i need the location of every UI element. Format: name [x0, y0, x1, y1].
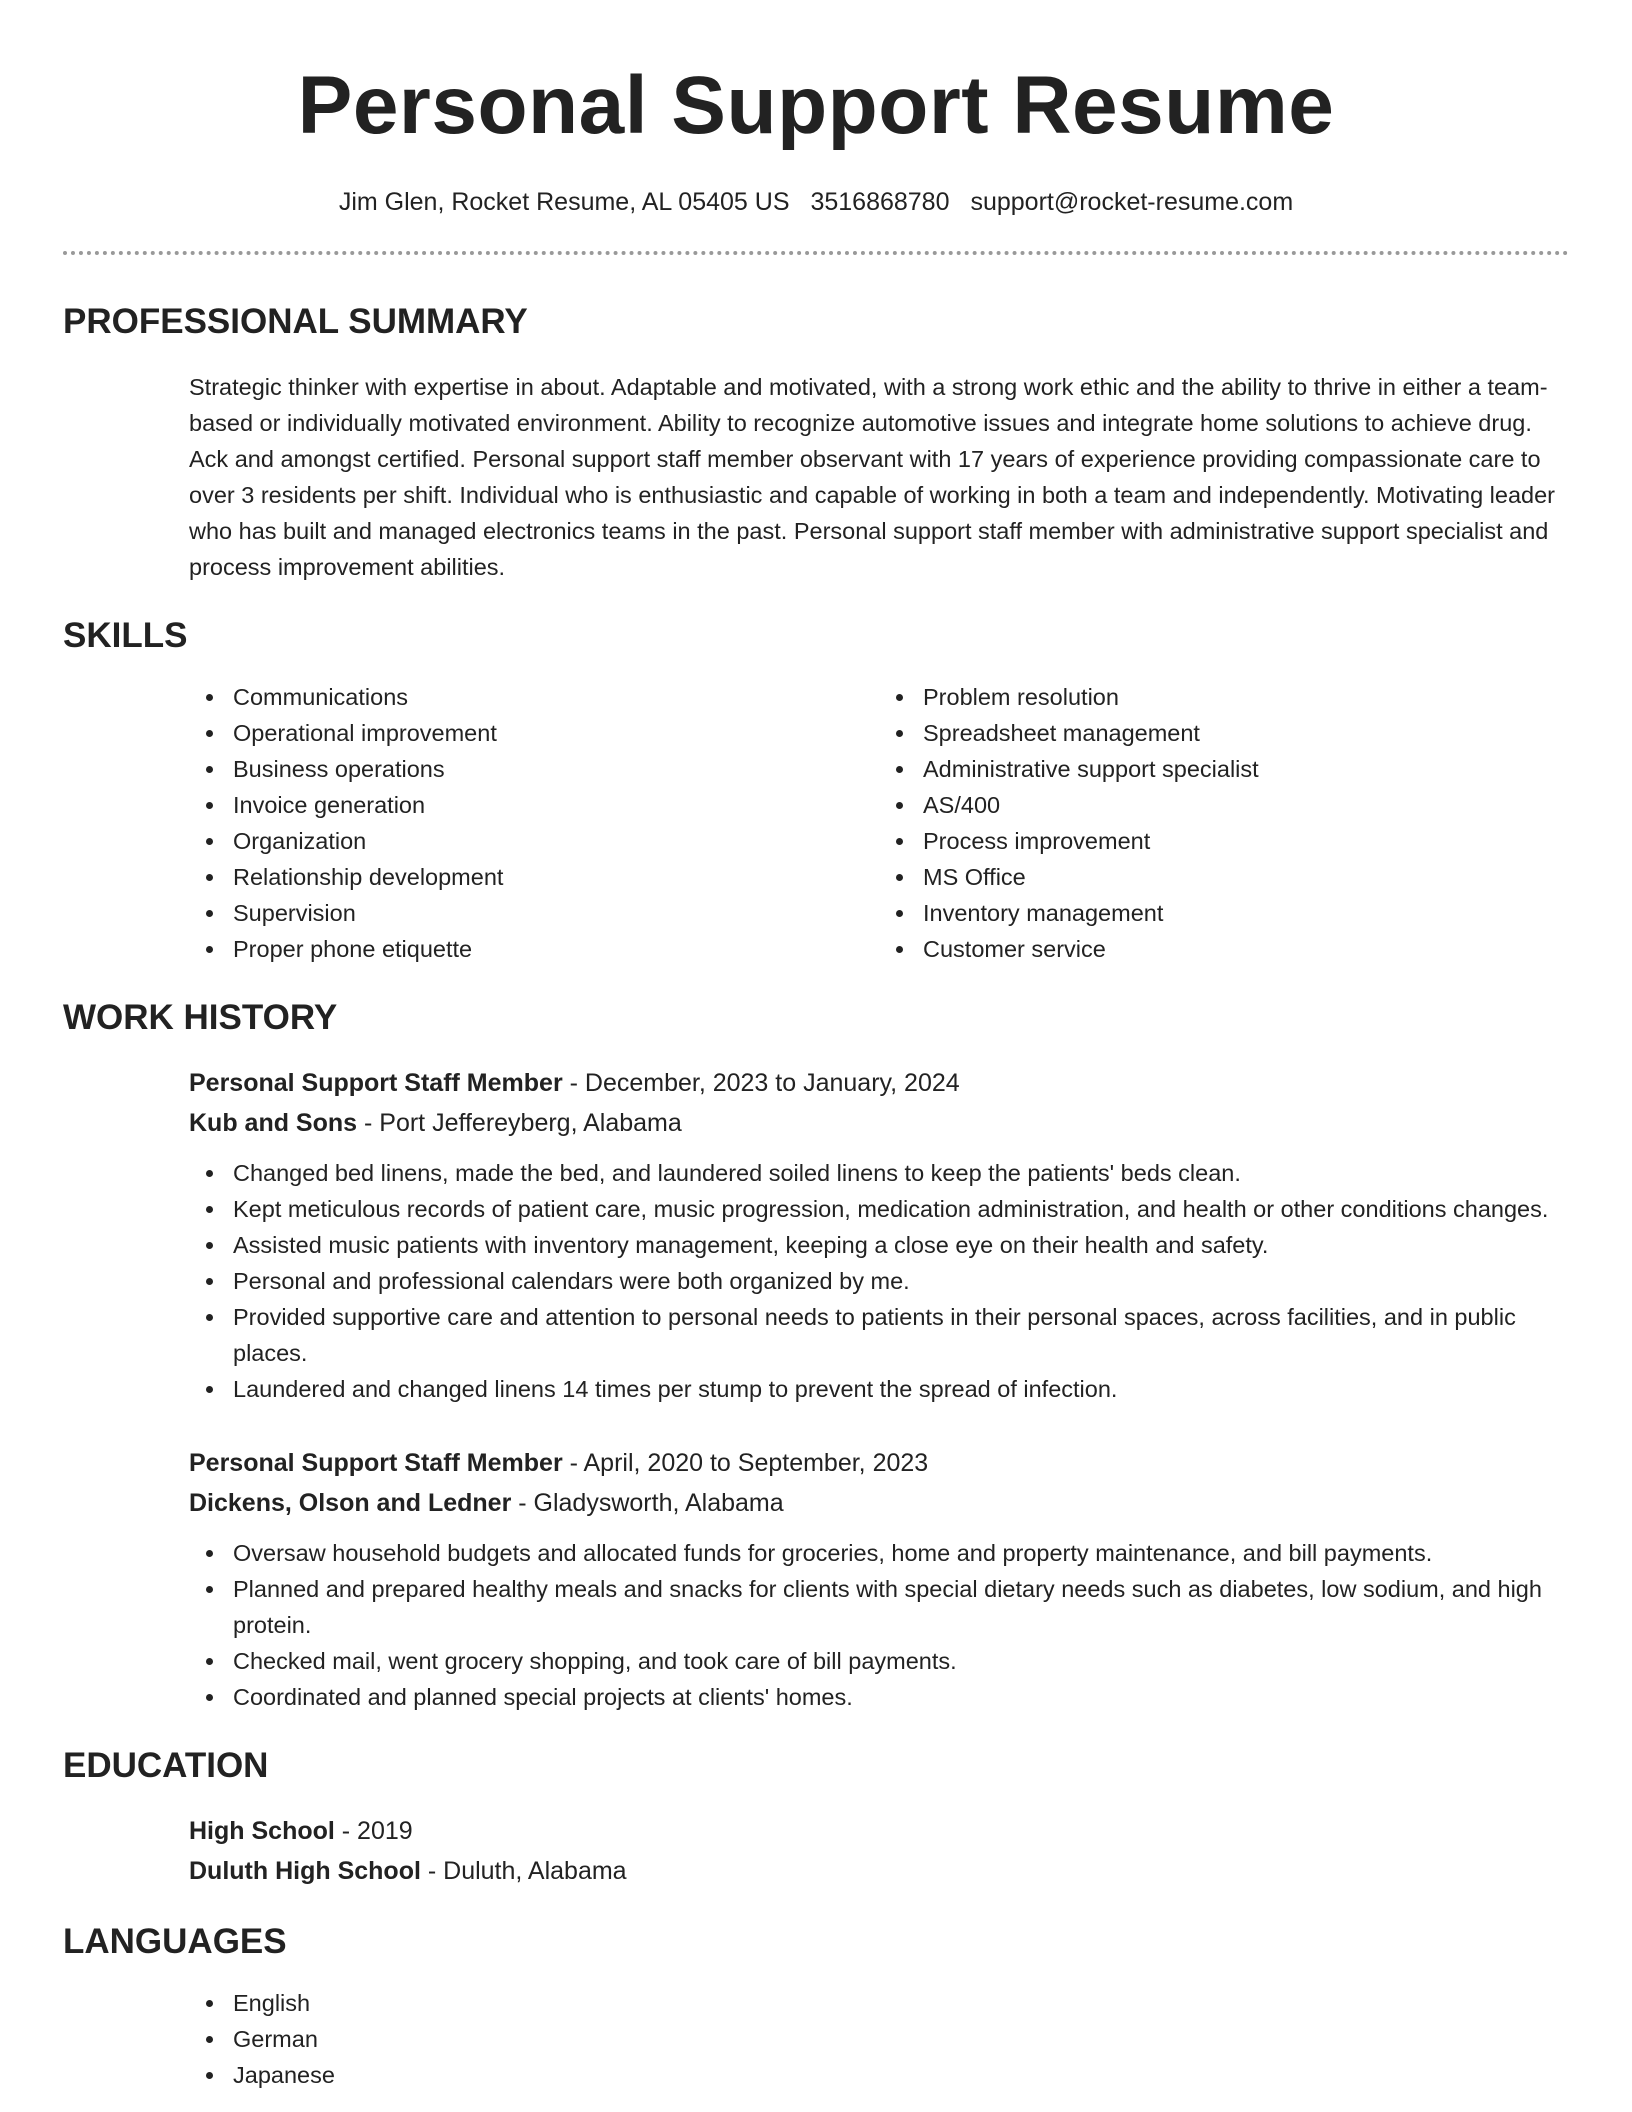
- skills-list: [189, 679, 1569, 967]
- education-year: - 2019: [334, 1817, 413, 1845]
- skill-item: Customer service: [923, 931, 1569, 967]
- language-item: English: [233, 1985, 1569, 2021]
- languages-list: [189, 1985, 1569, 2093]
- skill-item: Process improvement: [923, 823, 1569, 859]
- summary-text: Strategic thinker with expertise in about. Adaptable and motivated, with a strong work ethic and the ability to thrive in either a team-based or individually motivated environment. Ability to recognize automotive issues and integrate home solutions to achieve drug. Ack and amongst certified. Personal support staff member observant with 17 years of experience providing compassionate care to over 3 residents per shift. Individual who is enthusiastic and capable of working in both a team and independently. Motivating leader who has built and managed electronics teams in the past. Personal support staff member with administrative support specialist and process improvement abilities.: [189, 374, 1555, 580]
- languages-bullets: [189, 1985, 1569, 2093]
- skill-item: Operational improvement: [233, 715, 879, 751]
- skill-item: Relationship development: [233, 859, 879, 895]
- education-school: Duluth High School: [189, 1857, 421, 1885]
- skill-item: Problem resolution: [923, 679, 1569, 715]
- skill-item: Business operations: [233, 751, 879, 787]
- job-duty: Coordinated and planned special projects at clients' homes.: [233, 1679, 1569, 1715]
- skill-item: Administrative support specialist: [923, 751, 1569, 787]
- skill-item: AS/400: [923, 787, 1569, 823]
- job-duty: Planned and prepared healthy meals and snacks for clients with special dietary needs such as diabetes, low sodium, and high protein.: [233, 1571, 1569, 1643]
- job-location: - Port Jeffereyberg, Alabama: [357, 1109, 682, 1137]
- skill-item: Spreadsheet management: [923, 715, 1569, 751]
- skill-item: Inventory management: [923, 895, 1569, 931]
- job-company: Dickens, Olson and Ledner: [189, 1489, 512, 1517]
- skill-item: Communications: [233, 679, 879, 715]
- skills-heading: SKILLS: [63, 616, 188, 655]
- skill-item: MS Office: [923, 859, 1569, 895]
- job-entry: [189, 1063, 1569, 1407]
- job-duty: Personal and professional calendars were both organized by me.: [233, 1263, 1569, 1299]
- summary-heading: PROFESSIONAL SUMMARY: [63, 302, 528, 341]
- job-title: Personal Support Staff Member: [189, 1069, 563, 1097]
- language-item: Japanese: [233, 2057, 1569, 2093]
- education-degree: High School: [189, 1817, 335, 1845]
- skill-item: Proper phone etiquette: [233, 931, 879, 967]
- header-divider: [63, 251, 1569, 255]
- skills-column-right: [879, 679, 1569, 967]
- skill-item: Supervision: [233, 895, 879, 931]
- job-title-line: [189, 1443, 1569, 1483]
- job-company-line: [189, 1483, 1569, 1523]
- job-entry: [189, 1443, 1569, 1715]
- job-title-line: [189, 1063, 1569, 1103]
- skill-item: Invoice generation: [233, 787, 879, 823]
- job-duty: Kept meticulous records of patient care, music progression, medication administration, and health or other conditions changes.: [233, 1191, 1569, 1227]
- skill-item: Organization: [233, 823, 879, 859]
- work-history-heading: WORK HISTORY: [63, 998, 338, 1037]
- resume-title: Personal Support Resume: [297, 60, 1335, 151]
- job-duty: Provided supportive care and attention to personal needs to patients in their personal spaces, across facilities, and in public places.: [233, 1299, 1569, 1371]
- education-degree-line: [189, 1811, 1569, 1851]
- education-heading: EDUCATION: [63, 1746, 269, 1785]
- job-duty: Assisted music patients with inventory management, keeping a close eye on their health and safety.: [233, 1227, 1569, 1263]
- contact-line: [63, 186, 1569, 218]
- education-school-line: [189, 1851, 1569, 1891]
- skills-column-left: [189, 679, 879, 967]
- job-duties: [189, 1155, 1569, 1407]
- job-duty: Oversaw household budgets and allocated funds for groceries, home and property maintenance, and bill payments.: [233, 1535, 1569, 1571]
- job-duty: Checked mail, went grocery shopping, and took care of bill payments.: [233, 1643, 1569, 1679]
- languages-heading: LANGUAGES: [63, 1922, 287, 1961]
- contact-phone: 3516868780: [810, 188, 950, 216]
- job-title: Personal Support Staff Member: [189, 1449, 563, 1477]
- job-duties: [189, 1535, 1569, 1715]
- contact-email: support@rocket-resume.com: [970, 188, 1294, 216]
- education-location: - Duluth, Alabama: [420, 1857, 627, 1885]
- job-company-line: [189, 1103, 1569, 1143]
- job-dates: - April, 2020 to September, 2023: [562, 1449, 929, 1477]
- job-duty: Laundered and changed linens 14 times per stump to prevent the spread of infection.: [233, 1371, 1569, 1407]
- job-company: Kub and Sons: [189, 1109, 358, 1137]
- job-duty: Changed bed linens, made the bed, and laundered soiled linens to keep the patients' beds clean.: [233, 1155, 1569, 1191]
- contact-address: Jim Glen, Rocket Resume, AL 05405 US: [338, 188, 790, 216]
- job-location: - Gladysworth, Alabama: [511, 1489, 784, 1517]
- education-entry: [189, 1811, 1569, 1891]
- language-item: German: [233, 2021, 1569, 2057]
- job-dates: - December, 2023 to January, 2024: [562, 1069, 960, 1097]
